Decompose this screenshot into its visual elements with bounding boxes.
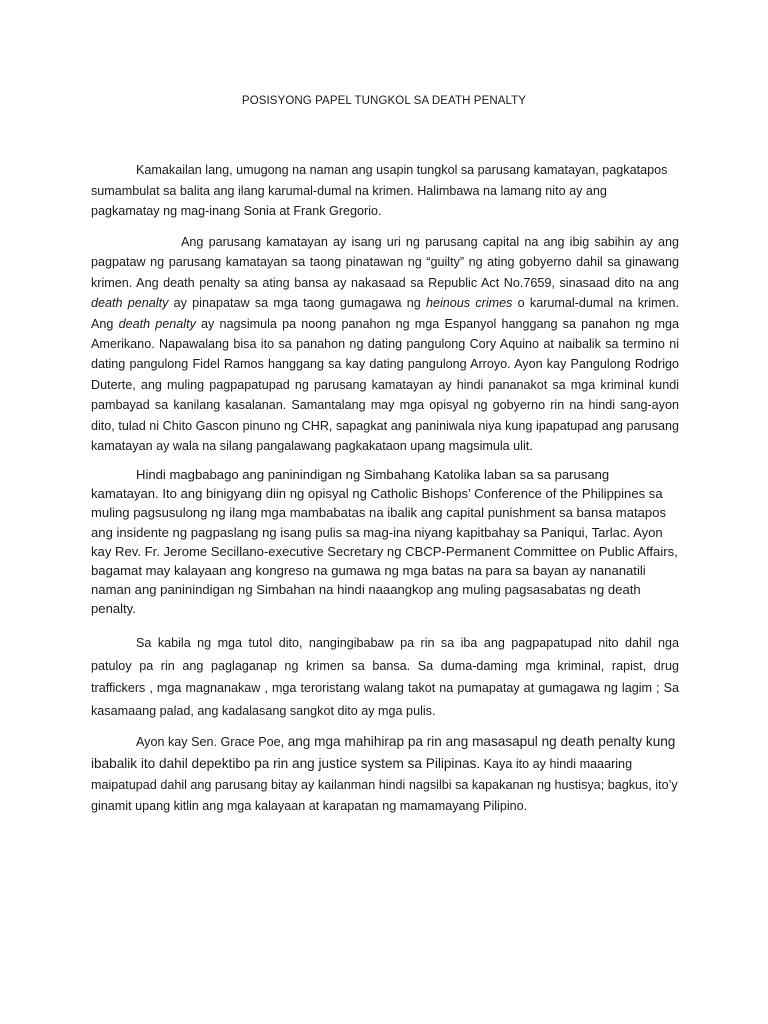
paragraph-2-segment-1: Ang parusang kamatayan ay isang uri ng parusang capital na ang ibig sabihin ay ang pagpataw ng parusang kamatayan sa taong pinatawan ng “guilty” ng ating gobyerno dahil sa ginawang krimen. Ang death penalty sa ating bansa ay nakasaad sa Republic Act No.7659, sinasaad dito na ang	[91, 235, 679, 290]
paragraph-2-segment-3: o karumal-dumal na krimen. Ang	[91, 296, 679, 331]
paragraph-2-term-death-penalty: death penalty	[91, 296, 169, 311]
paragraph-3-text: Hindi magbabago ang paninindigan ng Simbahang Katolika laban sa sa parusang kamatayan. Ito ang binigyang diin ng opisyal ng Catholic Bishops’ Conference of the Philippines sa muling pagsusulong ng ilang mga mambabatas na ibalik ang capital punishment sa bansa matapos ang insidente ng pagpaslang ng isang pulis sa mag-ina niyang kapitbahay sa Paniqui, Tarlac. Ayon kay Rev. Fr. Jerome Secillano-executive Secretary ng CBCP-Permanent Committee on Public Affairs, bagamat may kalayaan ang kongreso na gumawa ng mga batas na para sa bayan ay nananatili naman ang paninindigan ng Simbahan na hindi naaangkop ang muling pagsasabatas ng death penalty.	[91, 467, 678, 617]
paragraph-2-segment-4: ay nagsimula pa noong panahon ng mga Espanyol hanggang sa panahon ng mga Amerikano. Napawalang bisa ito sa panahon ng dating pangulong Cory Aquino at naibalik sa termino ni dating pangulong Fidel Ramos hanggang sa kay dating pangulong Arroyo. Ayon kay Pangulong Rodrigo Duterte, ang muling pagpapatupad ng parusang kamatayan ay hindi pananakot sa mga kriminal kundi pambayad sa kanilang kasalanan. Samantalang may mga opisyal ng gobyerno rin na hindi sang-ayon dito, tulad ni Chito Gascon pinuno ng CHR, sapagkat ang paniniwala niya kung ipapatupad ang parusang kamatayan ay wala na silang pangalawang pagkakataon upang magsimula ulit.	[91, 316, 679, 454]
paragraph-3	[91, 465, 679, 619]
paragraph-2-term-heinous-crimes: heinous crimes	[425, 296, 513, 311]
paragraph-4-text: Sa kabila ng mga tutol dito, nangingibabaw pa rin sa iba ang pagpapatupad nito dahil nga patuloy pa rin ang paglaganap ng krimen sa bansa. Sa duma-daming mga kriminal, rapist, drug traffickers , mga magnanakaw , mga teroristang walang takot na pumapatay at gumagawa ng lagim ; Sa kasamaang palad, ang kadalasang sangkot dito ay mga pulis.	[91, 636, 679, 718]
paragraph-1-text: Kamakailan lang, umugong na naman ang usapin tungkol sa parusang kamatayan, pagkatapos sumambulat sa balita ang ilang karumal-dumal na krimen. Halimbawa na lamang nito ay ang pagkamatay ng mag-inang Sonia at Frank Gregorio.	[91, 163, 668, 218]
document-title: POSISYONG PAPEL TUNGKOL SA DEATH PENALTY	[241, 95, 527, 107]
paragraph-5-segment-2: ang mga mahihirap pa rin ang masasapul ng death penalty kung ibabalik ito dahil depektibo pa rin ang justice system sa Pilipinas.	[91, 734, 676, 771]
paragraph-4	[91, 632, 679, 722]
paragraph-2-segment-2: ay pinapataw sa mga taong gumagawa ng	[168, 296, 426, 311]
paragraph-1	[91, 160, 679, 222]
paragraph-2-term-death-penalty-2: death penalty	[118, 316, 196, 331]
paragraph-2	[91, 232, 679, 456]
paragraph-5-segment-1: Ayon kay Sen. Grace Poe,	[136, 735, 288, 749]
paragraph-5-segment-3: Kaya ito ay hindi maaaring maipatupad dahil ang parusang bitay ay kailanman hindi nagsilbi sa kapakanan ng hustisya; bagkus, ito’y ginamit upang kitlin ang mga kalayaan at karapatan ng mamamayang Pilipino.	[91, 757, 678, 813]
paragraph-5	[91, 731, 679, 817]
